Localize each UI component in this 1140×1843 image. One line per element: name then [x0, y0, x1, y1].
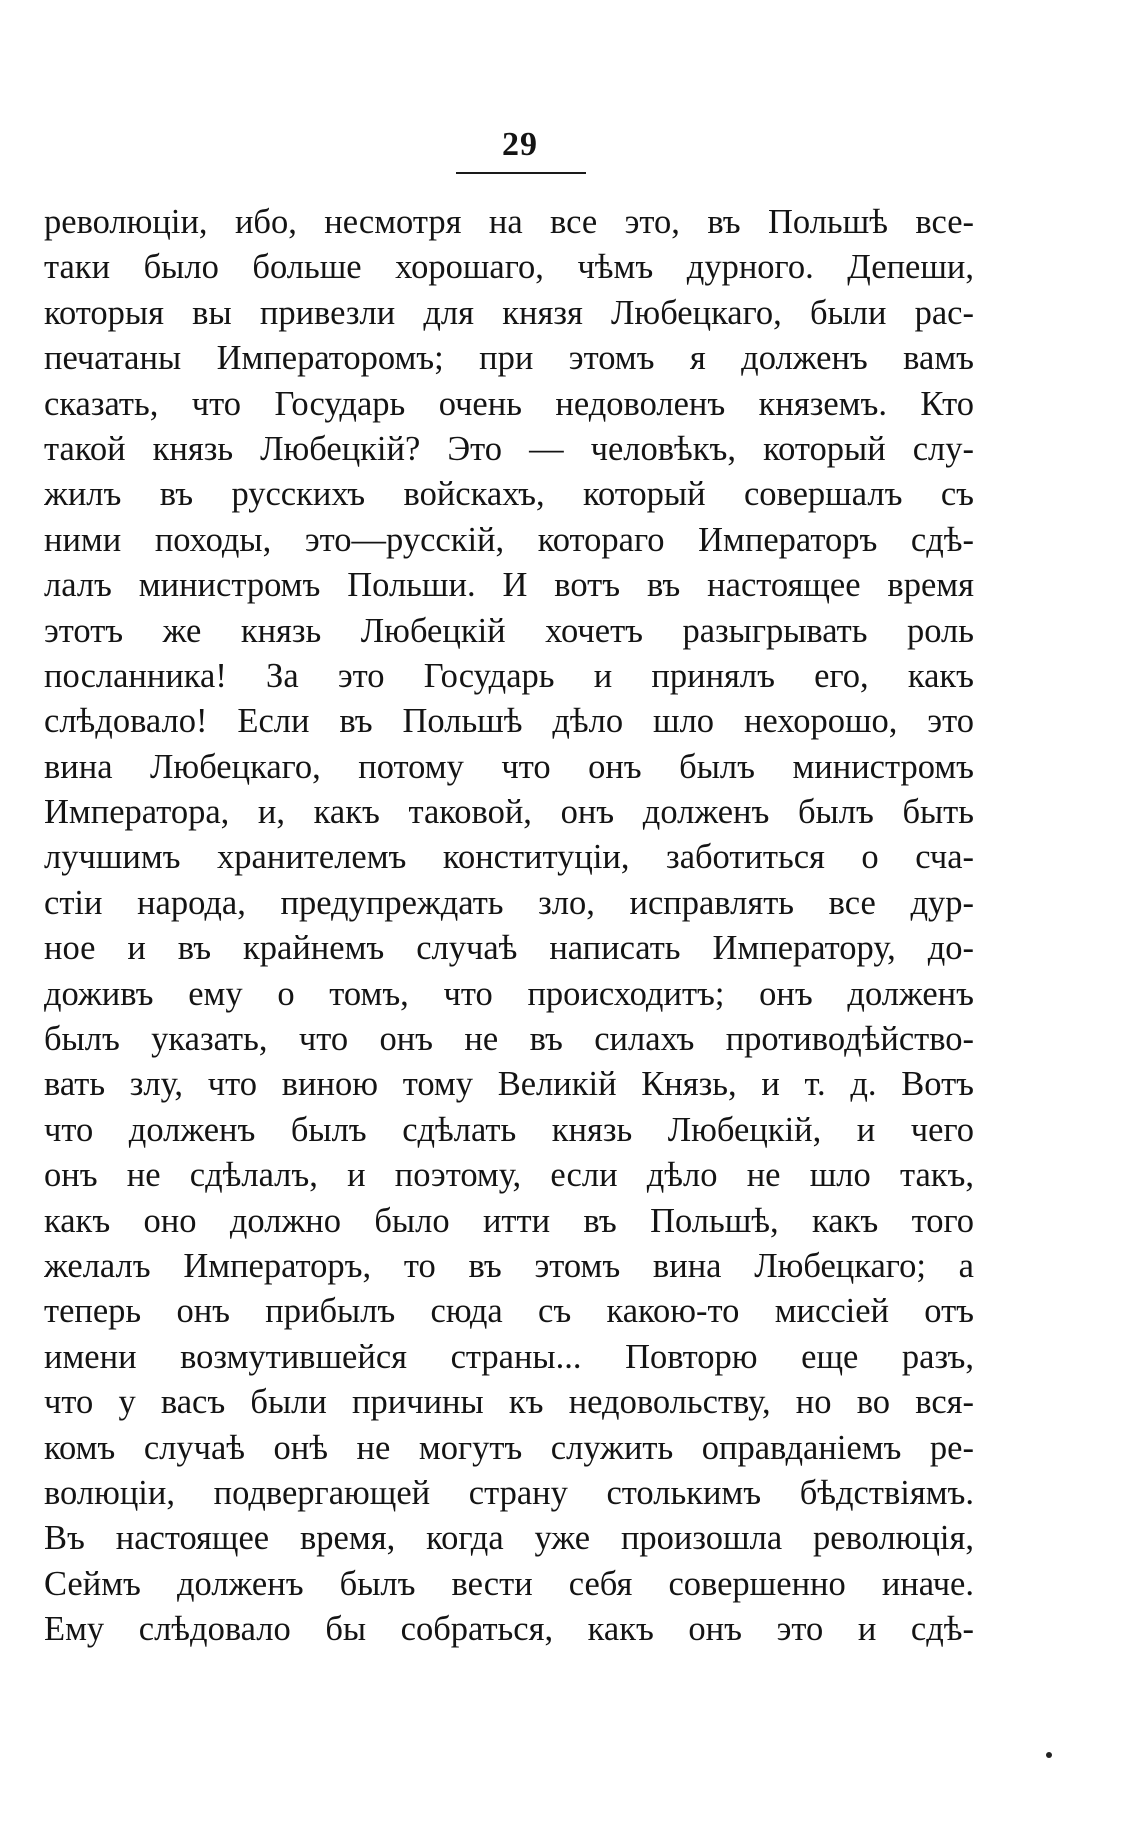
text-line: Сеймъ долженъ былъ вести себя совершенно иначе.: [44, 1564, 974, 1603]
text-line: вать злу, что виною тому Великій Князь, и т. д. Вотъ: [44, 1065, 974, 1104]
text-line: печатаны Императоромъ; при этомъ я долженъ вамъ: [44, 339, 974, 378]
text-line: комъ случаѣ онѣ не могутъ служить оправданіемъ ре-: [44, 1428, 974, 1467]
text-line: Въ настоящее время, когда уже произошла революція,: [44, 1519, 974, 1558]
text-line: имени возмутившейся страны... Повторю еще разъ,: [44, 1337, 974, 1376]
text-line: такой князь Любецкій? Это — человѣкъ, который слу-: [44, 429, 974, 468]
text-line: желалъ Императоръ, то въ этомъ вина Любецкаго; а: [44, 1246, 974, 1285]
body-text: [44, 200, 974, 1653]
text-line: онъ не сдѣлалъ, и поэтому, если дѣло не шло такъ,: [44, 1156, 974, 1195]
text-line: былъ указать, что онъ не въ силахъ противодѣйство-: [44, 1020, 974, 1059]
text-line: ними походы, это—русскій, котораго Императоръ сдѣ-: [44, 520, 974, 559]
text-line: таки было больше хорошаго, чѣмъ дурного. Депеши,: [44, 248, 974, 287]
text-line: волюціи, подвергающей страну столькимъ бѣдствіямъ.: [44, 1473, 974, 1512]
text-line: революціи, ибо, несмотря на все это, въ Польшѣ все-: [44, 203, 974, 241]
text-line: посланника! За это Государь и принялъ его, какъ: [44, 656, 974, 695]
text-line: что долженъ былъ сдѣлать князь Любецкій, и чего: [44, 1110, 974, 1149]
text-line: стіи народа, предупреждать зло, исправлять все дур-: [44, 883, 974, 922]
text-line: Ему слѣдовало бы собраться, какъ онъ это и сдѣ-: [44, 1610, 974, 1649]
text-line: сказать, что Государь очень недоволенъ княземъ. Кто: [44, 384, 974, 423]
text-line: доживъ ему о томъ, что происходитъ; онъ долженъ: [44, 974, 974, 1013]
text-line: жилъ въ русскихъ войскахъ, который совершалъ съ: [44, 475, 974, 514]
text-line: теперь онъ прибылъ сюда съ какою-то миссіей отъ: [44, 1292, 974, 1331]
text-line: что у васъ были причины къ недовольству, но во вся-: [44, 1383, 974, 1422]
text-line: этотъ же князь Любецкій хочетъ разыгрывать роль: [44, 611, 974, 650]
text-line: вина Любецкаго, потому что онъ былъ министромъ: [44, 747, 974, 786]
text-line: Императора, и, какъ таковой, онъ долженъ былъ быть: [44, 793, 974, 832]
text-line: ное и въ крайнемъ случаѣ написать Императору, до-: [44, 929, 974, 968]
page-number: 29: [502, 126, 538, 163]
text-line: какъ оно должно было итти въ Польшѣ, какъ того: [44, 1201, 974, 1240]
ink-speck: [1046, 1752, 1052, 1758]
text-line: лучшимъ хранителемъ конституціи, заботиться о сча-: [44, 838, 974, 877]
header-rule: [456, 172, 586, 174]
text-line: слѣдовало! Если въ Польшѣ дѣло шло нехорошо, это: [44, 702, 974, 741]
text-line: лалъ министромъ Польши. И вотъ въ настоящее время: [44, 566, 974, 605]
text-line: которыя вы привезли для князя Любецкаго, были рас-: [44, 293, 974, 332]
